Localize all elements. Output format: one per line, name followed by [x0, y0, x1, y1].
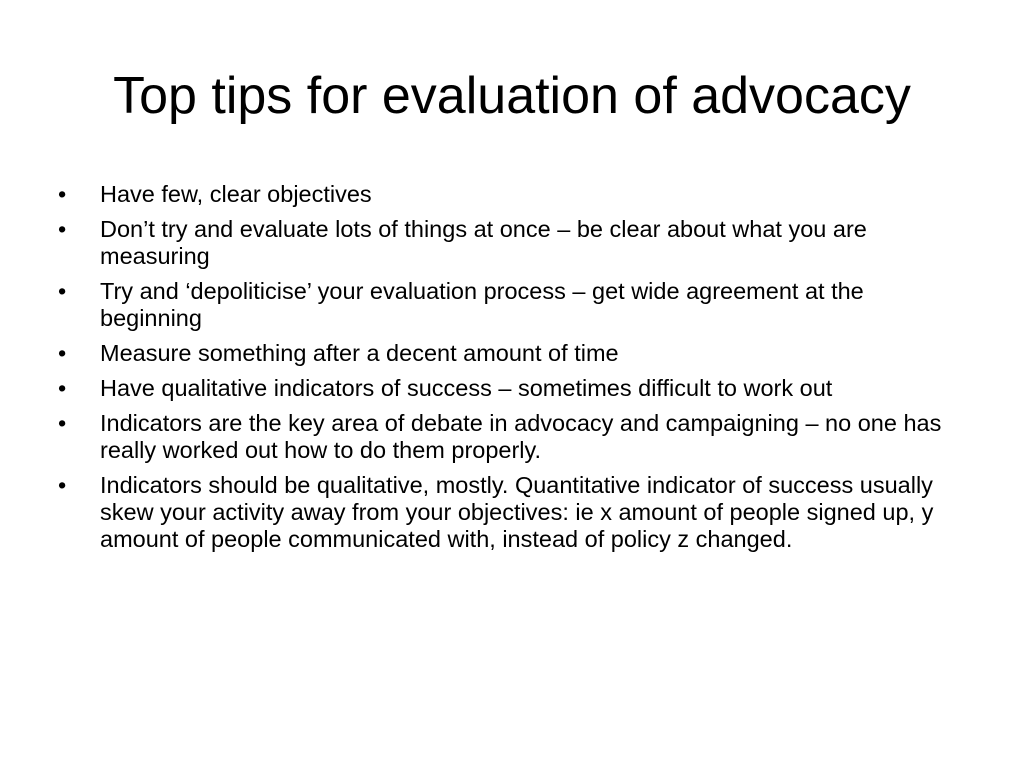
bullet-text: Indicators should be qualitative, mostly. Quantitative indicator of success usually skew your activity away from your objectives: ie x amount of people signed up, y amount of people communicated with, instead of policy z changed. [100, 472, 934, 552]
list-item [58, 216, 958, 270]
bullet-text: Indicators are the key area of debate in advocacy and campaigning – no one has really worked out how to do them properly. [100, 410, 942, 463]
bullet-text: Measure something after a decent amount of time [100, 340, 619, 366]
bullet-text: Have few, clear objectives [100, 181, 372, 207]
bullet-icon: • [58, 375, 67, 401]
list-item [58, 278, 958, 332]
bullet-text: Don’t try and evaluate lots of things at once – be clear about what you are measuring [100, 216, 867, 269]
list-item [58, 181, 958, 208]
bullet-icon: • [58, 181, 67, 207]
list-item [58, 472, 958, 553]
bullet-icon: • [58, 340, 67, 366]
bullet-icon: • [58, 410, 67, 436]
bullet-list [58, 181, 958, 561]
list-item [58, 375, 958, 402]
bullet-text: Have qualitative indicators of success – sometimes difficult to work out [100, 375, 833, 401]
list-item [58, 410, 958, 464]
bullet-icon: • [58, 216, 67, 242]
bullet-text: Try and ‘depoliticise’ your evaluation process – get wide agreement at the beginning [100, 278, 864, 331]
bullet-icon: • [58, 472, 67, 498]
bullet-icon: • [58, 278, 67, 304]
list-item [58, 340, 958, 367]
slide-title: Top tips for evaluation of advocacy [113, 67, 911, 125]
